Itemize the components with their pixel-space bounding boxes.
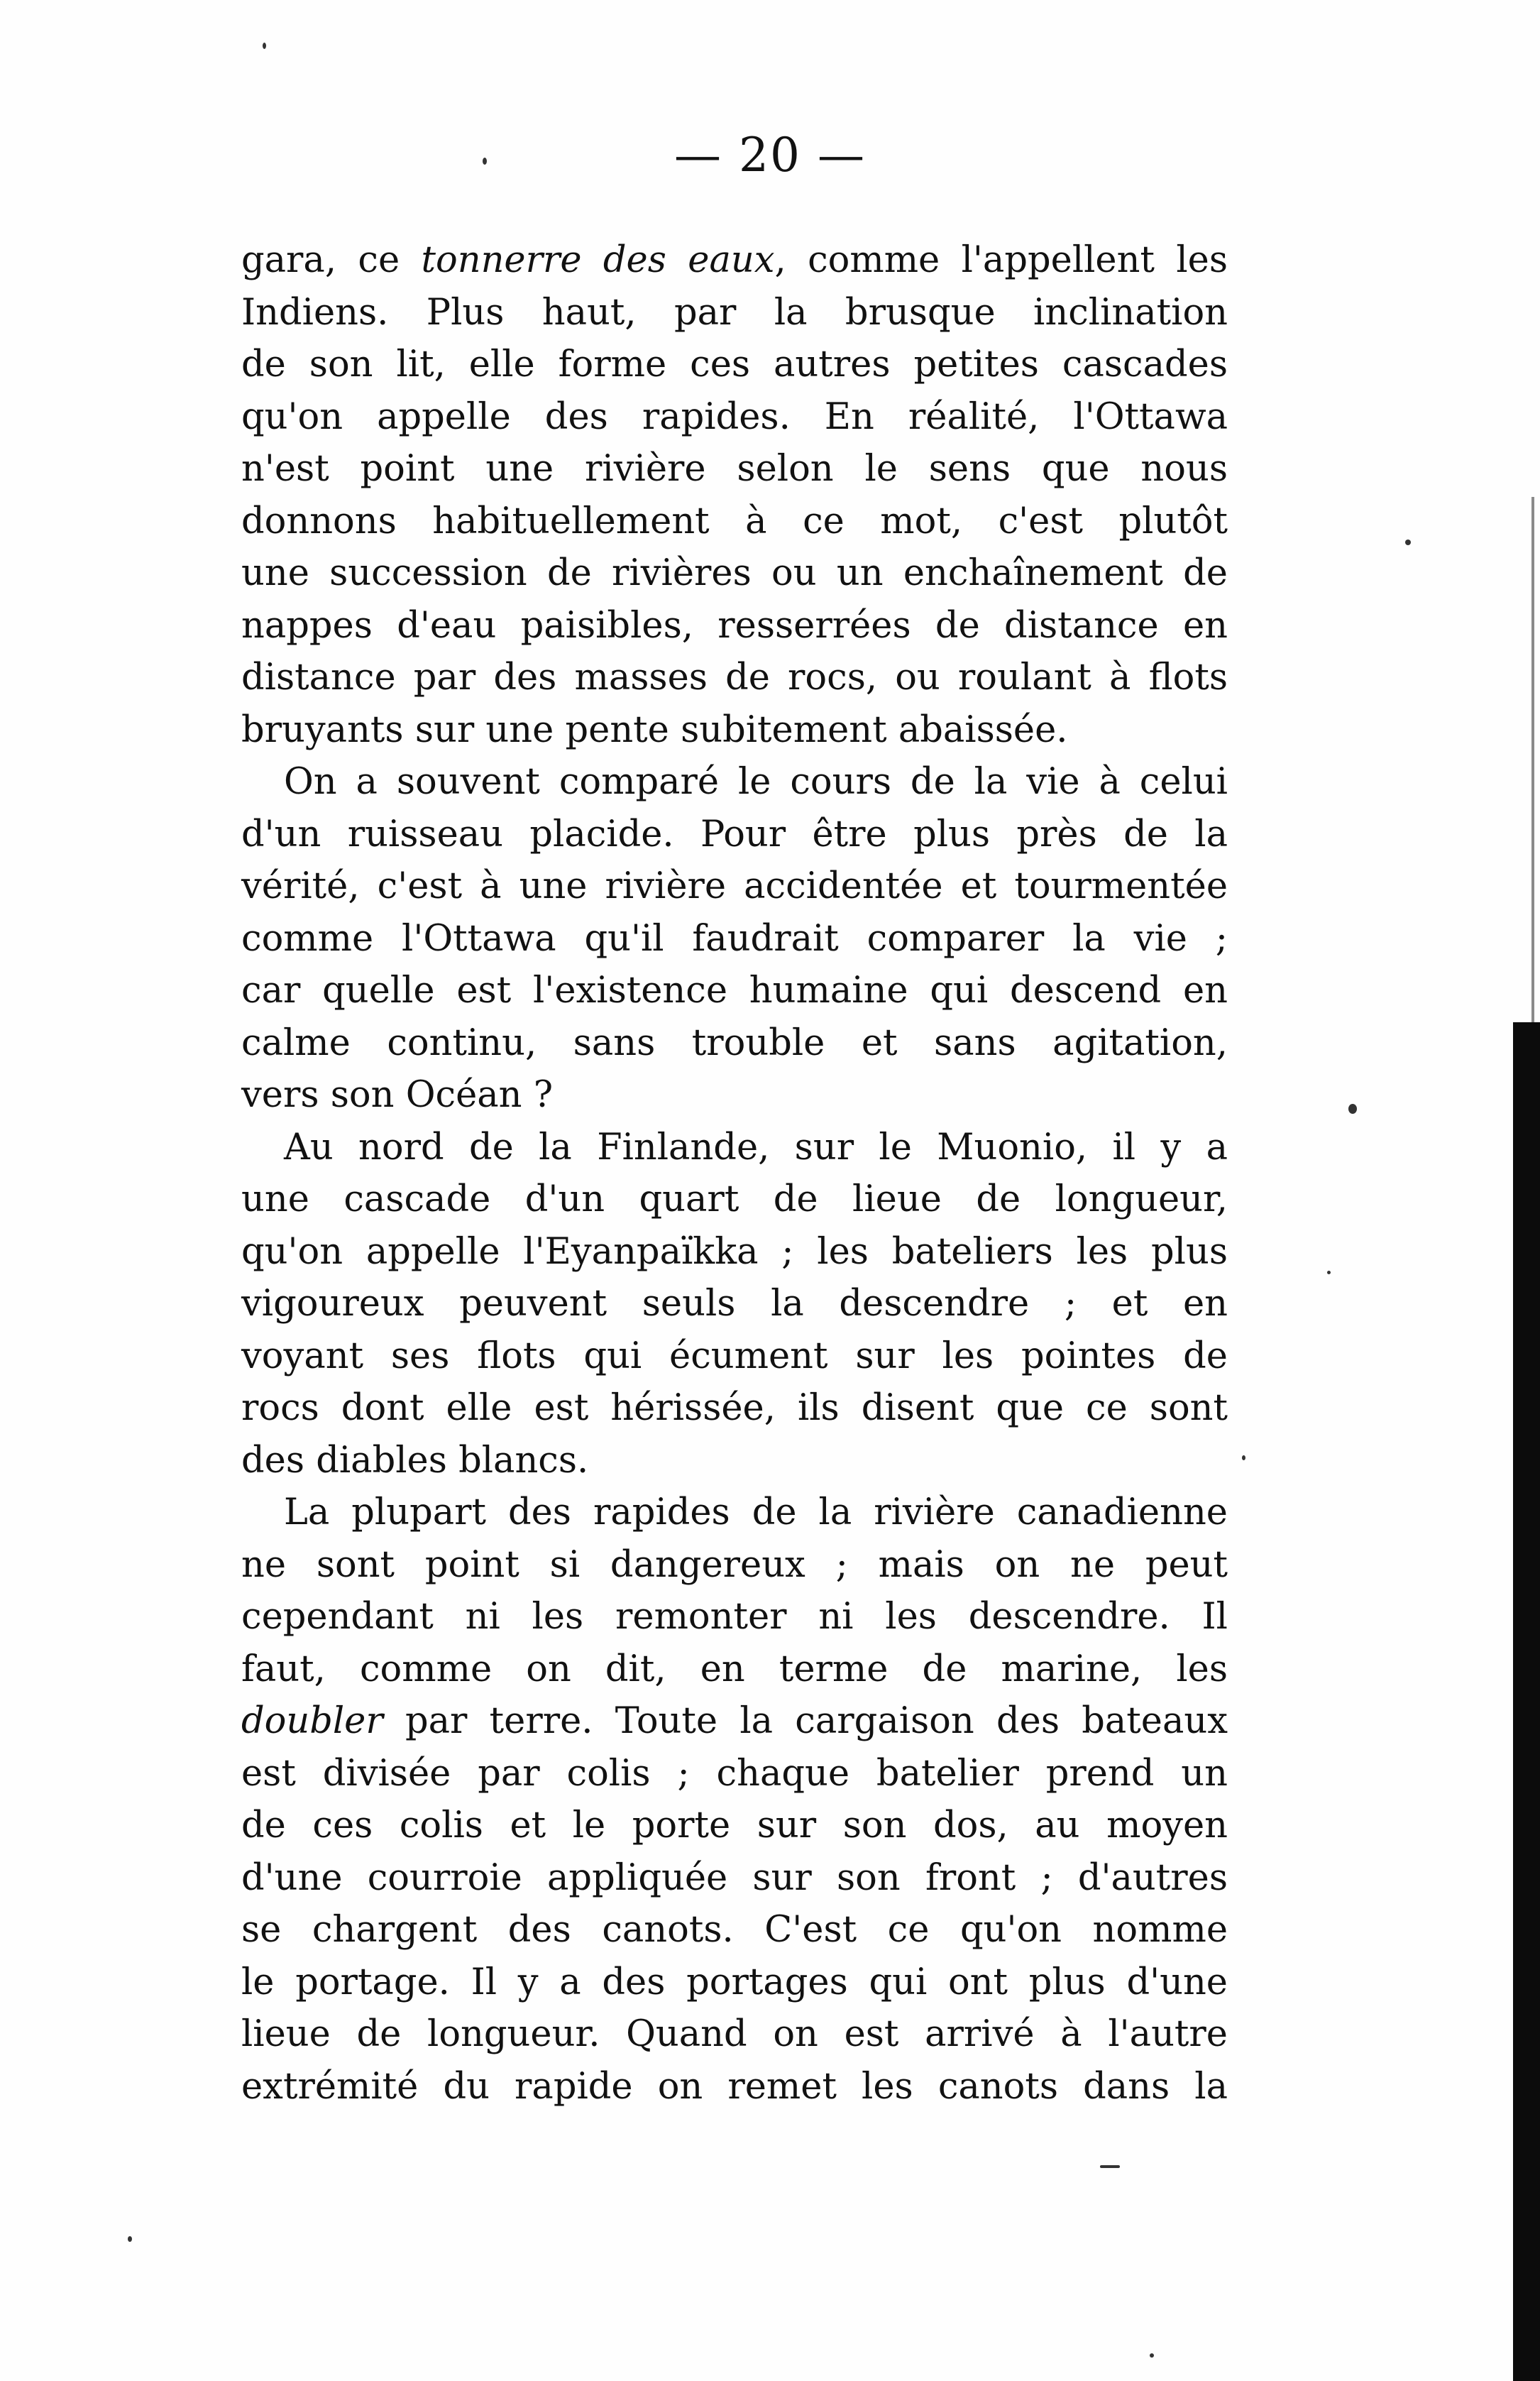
dust-speck bbox=[263, 43, 266, 49]
body-text bbox=[241, 234, 1228, 2113]
text-line: d'une courroie appliquée sur son front ; d'autres bbox=[241, 1856, 1228, 1899]
text-line: vérité, c'est à une rivière accidentée et tourmentée bbox=[241, 865, 1228, 907]
text-line: rocs dont elle est hérissée, ils disent que ce sont bbox=[241, 1387, 1228, 1429]
text-line: Indiens. Plus haut, par la brusque inclination bbox=[241, 291, 1228, 334]
text-line: voyant ses flots qui écument sur les pointes de bbox=[241, 1335, 1228, 1377]
text-line: n'est point une rivière selon le sens que nous bbox=[241, 448, 1228, 490]
page-number: — 20 — bbox=[674, 128, 866, 182]
text-line: vers son Océan ? bbox=[241, 1074, 554, 1116]
text-line: de son lit, elle forme ces autres petites cascades bbox=[241, 344, 1228, 385]
text-line: faut, comme on dit, en terme de marine, les bbox=[241, 1648, 1228, 1690]
text-line: se chargent des canots. C'est ce qu'on nomme bbox=[241, 1909, 1228, 1951]
italic-word: doubler bbox=[241, 1700, 383, 1742]
text-line: de ces colis et le porte sur son dos, au moyen bbox=[241, 1805, 1228, 1846]
scan-edge-line bbox=[1531, 497, 1534, 1022]
text-line: d'un ruisseau placide. Pour être plus près de la bbox=[241, 813, 1228, 855]
text-line: car quelle est l'existence humaine qui descend en bbox=[241, 970, 1228, 1012]
dust-speck bbox=[1348, 1104, 1357, 1114]
text-line: vigoureux peuvent seuls la descendre ; et en bbox=[241, 1283, 1228, 1325]
text-line: distance par des masses de rocs, ou roulant à flots bbox=[241, 657, 1228, 699]
dust-speck bbox=[128, 2236, 132, 2242]
text-line: extrémité du rapide on remet les canots dans la bbox=[241, 2065, 1228, 2108]
text-line: lieue de longueur. Quand on est arrivé à l'autre bbox=[241, 2013, 1228, 2055]
dust-speck bbox=[1405, 540, 1411, 545]
text-line: donnons habituellement à ce mot, c'est plutôt bbox=[241, 500, 1228, 542]
italic-phrase: tonnerre des eaux bbox=[421, 239, 775, 281]
text-line: une cascade d'un quart de lieue de longueur, bbox=[241, 1178, 1228, 1220]
dust-speck bbox=[1150, 2353, 1154, 2358]
text-line: cependant ni les remonter ni les descendre. Il bbox=[241, 1596, 1228, 1638]
paragraph-start: On a souvent comparé le cours de la vie à celui bbox=[284, 761, 1228, 803]
text-line: des diables blancs. bbox=[241, 1439, 589, 1482]
paragraph-start: Au nord de la Finlande, sur le Muonio, il y a bbox=[284, 1126, 1228, 1168]
dust-speck bbox=[1242, 1455, 1245, 1460]
dust-speck bbox=[1100, 2165, 1120, 2168]
text-line: comme l'Ottawa qu'il faudrait comparer la vie ; bbox=[241, 917, 1228, 960]
dust-speck bbox=[483, 158, 487, 165]
paragraph-start: La plupart des rapides de la rivière canadienne bbox=[284, 1491, 1228, 1533]
text-line: est divisée par colis ; chaque batelier prend un bbox=[241, 1752, 1228, 1795]
text-line: gara, ce tonnerre des eaux, comme l'appellent les bbox=[241, 239, 1228, 281]
text-line: qu'on appelle l'Eyanpaïkka ; les bateliers les plus bbox=[241, 1230, 1228, 1273]
text-line: ne sont point si dangereux ; mais on ne peut bbox=[241, 1543, 1228, 1586]
text-line: nappes d'eau paisibles, resserrées de distance en bbox=[241, 604, 1228, 647]
text-line: calme continu, sans trouble et sans agitation, bbox=[241, 1022, 1228, 1064]
text-line: bruyants sur une pente subitement abaissée. bbox=[241, 708, 1068, 751]
dust-speck bbox=[1327, 1271, 1331, 1274]
text-line: doubler par terre. Toute la cargaison des bateaux bbox=[241, 1700, 1228, 1742]
text-line: une succession de rivières ou un enchaînement de bbox=[241, 552, 1228, 594]
text-line: le portage. Il y a des portages qui ont plus d'une bbox=[241, 1961, 1228, 2003]
scan-edge-shadow bbox=[1513, 1022, 1540, 2381]
text-line: qu'on appelle des rapides. En réalité, l'Ottawa bbox=[241, 395, 1228, 438]
